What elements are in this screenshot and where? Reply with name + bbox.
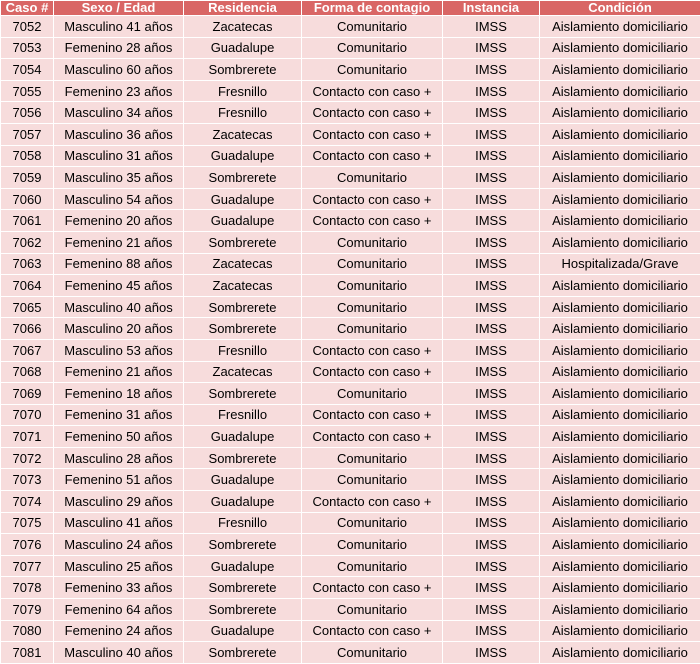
cell-condicion: Aislamiento domiciliario <box>540 426 700 448</box>
cell-instancia: IMSS <box>443 642 540 664</box>
cell-caso: 7060 <box>1 188 54 210</box>
cell-sexo-edad: Femenino 21 años <box>54 361 184 383</box>
table-row <box>1 145 700 167</box>
cell-residencia: Sombrerete <box>184 577 302 599</box>
table-row <box>1 275 700 297</box>
cell-caso: 7079 <box>1 599 54 621</box>
cell-condicion: Aislamiento domiciliario <box>540 80 700 102</box>
cell-forma-contagio: Comunitario <box>302 37 443 59</box>
cell-instancia: IMSS <box>443 102 540 124</box>
cell-caso: 7058 <box>1 145 54 167</box>
header-forma-contagio: Forma de contagio <box>302 1 443 16</box>
cell-caso: 7072 <box>1 447 54 469</box>
cell-instancia: IMSS <box>443 512 540 534</box>
cell-forma-contagio: Comunitario <box>302 167 443 189</box>
cell-instancia: IMSS <box>443 296 540 318</box>
cell-caso: 7053 <box>1 37 54 59</box>
cell-instancia: IMSS <box>443 188 540 210</box>
cell-caso: 7078 <box>1 577 54 599</box>
cell-instancia: IMSS <box>443 383 540 405</box>
cell-sexo-edad: Femenino 31 años <box>54 404 184 426</box>
cell-residencia: Fresnillo <box>184 102 302 124</box>
table-row <box>1 383 700 405</box>
cell-residencia: Guadalupe <box>184 37 302 59</box>
table-header <box>1 1 700 16</box>
cell-caso: 7073 <box>1 469 54 491</box>
cell-forma-contagio: Comunitario <box>302 534 443 556</box>
cell-forma-contagio: Contacto con caso + <box>302 80 443 102</box>
cell-sexo-edad: Masculino 60 años <box>54 59 184 81</box>
cell-caso: 7070 <box>1 404 54 426</box>
cell-residencia: Fresnillo <box>184 404 302 426</box>
cell-caso: 7063 <box>1 253 54 275</box>
table-row <box>1 188 700 210</box>
cell-residencia: Sombrerete <box>184 642 302 664</box>
cell-forma-contagio: Comunitario <box>302 231 443 253</box>
cell-residencia: Zacatecas <box>184 361 302 383</box>
cell-residencia: Fresnillo <box>184 512 302 534</box>
cell-sexo-edad: Masculino 54 años <box>54 188 184 210</box>
cell-sexo-edad: Masculino 31 años <box>54 145 184 167</box>
cell-sexo-edad: Masculino 40 años <box>54 642 184 664</box>
cell-sexo-edad: Masculino 34 años <box>54 102 184 124</box>
cell-sexo-edad: Femenino 51 años <box>54 469 184 491</box>
cell-instancia: IMSS <box>443 426 540 448</box>
header-instancia: Instancia <box>443 1 540 16</box>
table-row <box>1 253 700 275</box>
table-row <box>1 469 700 491</box>
header-caso: Caso # <box>1 1 54 16</box>
cell-instancia: IMSS <box>443 253 540 275</box>
cell-instancia: IMSS <box>443 620 540 642</box>
table-body <box>1 16 700 664</box>
cell-residencia: Guadalupe <box>184 555 302 577</box>
cell-forma-contagio: Comunitario <box>302 383 443 405</box>
cell-sexo-edad: Masculino 41 años <box>54 16 184 38</box>
cell-caso: 7067 <box>1 339 54 361</box>
cell-condicion: Aislamiento domiciliario <box>540 145 700 167</box>
table-row <box>1 642 700 664</box>
cell-condicion: Aislamiento domiciliario <box>540 123 700 145</box>
cell-condicion: Aislamiento domiciliario <box>540 534 700 556</box>
cell-caso: 7074 <box>1 491 54 513</box>
cell-instancia: IMSS <box>443 210 540 232</box>
cell-instancia: IMSS <box>443 339 540 361</box>
cell-forma-contagio: Comunitario <box>302 318 443 340</box>
cell-condicion: Aislamiento domiciliario <box>540 296 700 318</box>
table-row <box>1 534 700 556</box>
cell-forma-contagio: Comunitario <box>302 512 443 534</box>
cell-condicion: Aislamiento domiciliario <box>540 102 700 124</box>
cell-caso: 7056 <box>1 102 54 124</box>
cell-residencia: Sombrerete <box>184 447 302 469</box>
cell-sexo-edad: Masculino 35 años <box>54 167 184 189</box>
cell-instancia: IMSS <box>443 59 540 81</box>
cell-condicion: Aislamiento domiciliario <box>540 361 700 383</box>
cell-forma-contagio: Comunitario <box>302 599 443 621</box>
cell-forma-contagio: Comunitario <box>302 253 443 275</box>
cell-caso: 7055 <box>1 80 54 102</box>
cell-sexo-edad: Femenino 20 años <box>54 210 184 232</box>
cell-residencia: Sombrerete <box>184 599 302 621</box>
cell-forma-contagio: Contacto con caso + <box>302 426 443 448</box>
cell-sexo-edad: Masculino 36 años <box>54 123 184 145</box>
cell-instancia: IMSS <box>443 555 540 577</box>
header-residencia: Residencia <box>184 1 302 16</box>
cell-caso: 7059 <box>1 167 54 189</box>
cell-condicion: Aislamiento domiciliario <box>540 188 700 210</box>
cell-sexo-edad: Femenino 23 años <box>54 80 184 102</box>
cell-forma-contagio: Contacto con caso + <box>302 339 443 361</box>
cell-forma-contagio: Comunitario <box>302 469 443 491</box>
cell-condicion: Aislamiento domiciliario <box>540 37 700 59</box>
table-row <box>1 231 700 253</box>
cell-instancia: IMSS <box>443 37 540 59</box>
table-row <box>1 404 700 426</box>
cell-caso: 7064 <box>1 275 54 297</box>
cell-residencia: Sombrerete <box>184 59 302 81</box>
cell-residencia: Sombrerete <box>184 167 302 189</box>
cell-residencia: Guadalupe <box>184 426 302 448</box>
cell-condicion: Aislamiento domiciliario <box>540 469 700 491</box>
cell-forma-contagio: Comunitario <box>302 447 443 469</box>
table-row <box>1 210 700 232</box>
cell-instancia: IMSS <box>443 16 540 38</box>
cell-condicion: Aislamiento domiciliario <box>540 210 700 232</box>
table-row <box>1 59 700 81</box>
cell-sexo-edad: Masculino 29 años <box>54 491 184 513</box>
cell-forma-contagio: Contacto con caso + <box>302 210 443 232</box>
cell-sexo-edad: Femenino 50 años <box>54 426 184 448</box>
cell-residencia: Guadalupe <box>184 469 302 491</box>
cell-sexo-edad: Femenino 21 años <box>54 231 184 253</box>
cell-condicion: Aislamiento domiciliario <box>540 16 700 38</box>
cell-forma-contagio: Comunitario <box>302 642 443 664</box>
table-row <box>1 123 700 145</box>
cell-condicion: Aislamiento domiciliario <box>540 339 700 361</box>
cell-instancia: IMSS <box>443 275 540 297</box>
cell-sexo-edad: Femenino 24 años <box>54 620 184 642</box>
cell-condicion: Aislamiento domiciliario <box>540 555 700 577</box>
cell-sexo-edad: Masculino 28 años <box>54 447 184 469</box>
cell-condicion: Aislamiento domiciliario <box>540 491 700 513</box>
cell-condicion: Aislamiento domiciliario <box>540 383 700 405</box>
cell-forma-contagio: Comunitario <box>302 296 443 318</box>
header-sexo-edad: Sexo / Edad <box>54 1 184 16</box>
table-row <box>1 37 700 59</box>
cell-residencia: Sombrerete <box>184 383 302 405</box>
cell-residencia: Fresnillo <box>184 80 302 102</box>
cell-condicion: Aislamiento domiciliario <box>540 404 700 426</box>
cell-forma-contagio: Comunitario <box>302 275 443 297</box>
table-row <box>1 577 700 599</box>
cell-forma-contagio: Contacto con caso + <box>302 102 443 124</box>
cell-residencia: Guadalupe <box>184 188 302 210</box>
cell-sexo-edad: Femenino 33 años <box>54 577 184 599</box>
table-row <box>1 167 700 189</box>
cell-instancia: IMSS <box>443 404 540 426</box>
cell-forma-contagio: Contacto con caso + <box>302 404 443 426</box>
cell-residencia: Sombrerete <box>184 534 302 556</box>
cell-instancia: IMSS <box>443 599 540 621</box>
cell-instancia: IMSS <box>443 534 540 556</box>
cell-residencia: Guadalupe <box>184 491 302 513</box>
cell-condicion: Aislamiento domiciliario <box>540 642 700 664</box>
cell-condicion: Aislamiento domiciliario <box>540 318 700 340</box>
cell-instancia: IMSS <box>443 145 540 167</box>
cell-residencia: Zacatecas <box>184 275 302 297</box>
header-row <box>1 1 700 16</box>
header-condicion: Condición <box>540 1 700 16</box>
cell-instancia: IMSS <box>443 447 540 469</box>
cell-residencia: Guadalupe <box>184 210 302 232</box>
cell-residencia: Sombrerete <box>184 231 302 253</box>
cell-instancia: IMSS <box>443 361 540 383</box>
cell-instancia: IMSS <box>443 577 540 599</box>
cell-caso: 7057 <box>1 123 54 145</box>
cell-instancia: IMSS <box>443 167 540 189</box>
cell-residencia: Zacatecas <box>184 16 302 38</box>
cell-instancia: IMSS <box>443 123 540 145</box>
cell-forma-contagio: Comunitario <box>302 59 443 81</box>
cell-condicion: Aislamiento domiciliario <box>540 167 700 189</box>
table-row <box>1 620 700 642</box>
cell-sexo-edad: Masculino 41 años <box>54 512 184 534</box>
cell-caso: 7075 <box>1 512 54 534</box>
cell-forma-contagio: Contacto con caso + <box>302 361 443 383</box>
cell-sexo-edad: Femenino 18 años <box>54 383 184 405</box>
cell-forma-contagio: Comunitario <box>302 555 443 577</box>
table-row <box>1 447 700 469</box>
cell-caso: 7065 <box>1 296 54 318</box>
cell-caso: 7080 <box>1 620 54 642</box>
cell-sexo-edad: Masculino 40 años <box>54 296 184 318</box>
cell-caso: 7071 <box>1 426 54 448</box>
cell-sexo-edad: Masculino 20 años <box>54 318 184 340</box>
cell-instancia: IMSS <box>443 318 540 340</box>
cell-residencia: Zacatecas <box>184 123 302 145</box>
cell-condicion: Aislamiento domiciliario <box>540 447 700 469</box>
cell-instancia: IMSS <box>443 80 540 102</box>
cell-forma-contagio: Contacto con caso + <box>302 145 443 167</box>
cell-caso: 7054 <box>1 59 54 81</box>
cell-caso: 7077 <box>1 555 54 577</box>
cell-condicion: Aislamiento domiciliario <box>540 59 700 81</box>
cell-caso: 7052 <box>1 16 54 38</box>
cell-condicion: Aislamiento domiciliario <box>540 577 700 599</box>
cell-caso: 7062 <box>1 231 54 253</box>
cell-sexo-edad: Masculino 53 años <box>54 339 184 361</box>
cell-forma-contagio: Contacto con caso + <box>302 491 443 513</box>
table-row <box>1 318 700 340</box>
cell-sexo-edad: Femenino 88 años <box>54 253 184 275</box>
table-row <box>1 491 700 513</box>
cell-instancia: IMSS <box>443 469 540 491</box>
cell-residencia: Sombrerete <box>184 318 302 340</box>
cell-caso: 7081 <box>1 642 54 664</box>
cell-condicion: Aislamiento domiciliario <box>540 620 700 642</box>
cell-instancia: IMSS <box>443 491 540 513</box>
cell-residencia: Guadalupe <box>184 145 302 167</box>
cell-condicion: Hospitalizada/Grave <box>540 253 700 275</box>
cell-condicion: Aislamiento domiciliario <box>540 275 700 297</box>
cell-sexo-edad: Femenino 28 años <box>54 37 184 59</box>
cell-condicion: Aislamiento domiciliario <box>540 231 700 253</box>
cell-sexo-edad: Masculino 24 años <box>54 534 184 556</box>
cell-sexo-edad: Femenino 45 años <box>54 275 184 297</box>
table-row <box>1 16 700 38</box>
cell-sexo-edad: Femenino 64 años <box>54 599 184 621</box>
table-row <box>1 361 700 383</box>
cell-caso: 7069 <box>1 383 54 405</box>
cell-forma-contagio: Contacto con caso + <box>302 188 443 210</box>
table-row <box>1 80 700 102</box>
cell-instancia: IMSS <box>443 231 540 253</box>
cell-residencia: Zacatecas <box>184 253 302 275</box>
table-row <box>1 102 700 124</box>
table-row <box>1 512 700 534</box>
cell-residencia: Sombrerete <box>184 296 302 318</box>
table-row <box>1 599 700 621</box>
table-row <box>1 555 700 577</box>
table-row <box>1 296 700 318</box>
table-row <box>1 426 700 448</box>
cell-forma-contagio: Comunitario <box>302 16 443 38</box>
cell-residencia: Fresnillo <box>184 339 302 361</box>
cell-caso: 7061 <box>1 210 54 232</box>
cell-caso: 7076 <box>1 534 54 556</box>
cell-residencia: Guadalupe <box>184 620 302 642</box>
cell-caso: 7068 <box>1 361 54 383</box>
table-row <box>1 339 700 361</box>
cell-caso: 7066 <box>1 318 54 340</box>
cell-forma-contagio: Contacto con caso + <box>302 123 443 145</box>
cell-condicion: Aislamiento domiciliario <box>540 512 700 534</box>
cell-condicion: Aislamiento domiciliario <box>540 599 700 621</box>
cell-forma-contagio: Contacto con caso + <box>302 620 443 642</box>
cell-forma-contagio: Contacto con caso + <box>302 577 443 599</box>
cell-sexo-edad: Masculino 25 años <box>54 555 184 577</box>
